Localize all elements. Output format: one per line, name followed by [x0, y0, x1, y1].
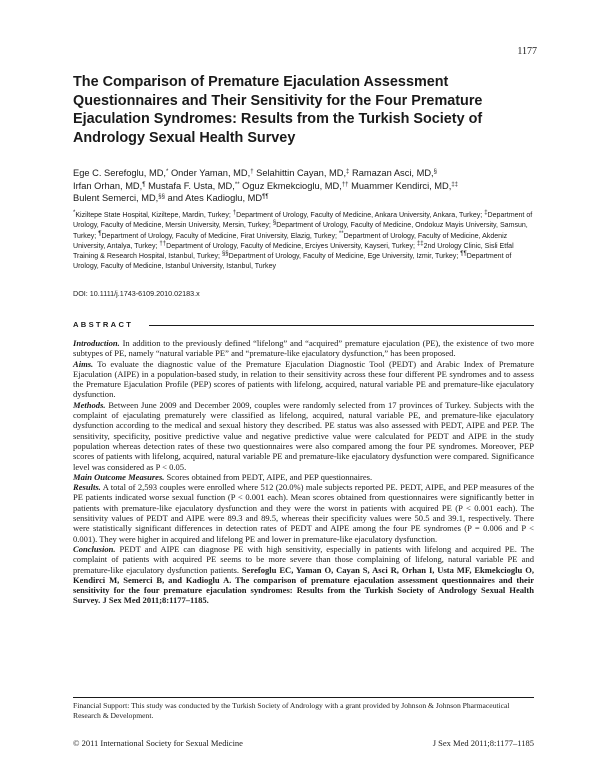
affiliation-mark: §§ [221, 251, 229, 258]
affiliation-text: Department of Urology, Faculty of Medicine, Ege University, Izmir, Turkey; [228, 253, 461, 261]
abstract-heading: ABSTRACT [73, 320, 137, 329]
section-label: Methods. [73, 399, 106, 410]
abstract-introduction [73, 338, 534, 359]
section-text: PEDT and AIPE can diagnose PE with high sensitivity, especially in patients with lifelong and acquired PE. The complaint of patients with acquired PE seems to be more severe than those complaining of lifelong, natural variable PE and premature-like ejaculatory dysfunction patients. [73, 543, 534, 575]
author-mark: § [433, 169, 437, 175]
affiliations [73, 211, 533, 273]
author-name: Mustafa F. Usta, MD, [148, 180, 235, 191]
article-title: The Comparison of Premature Ejaculation Assessment Questionnaires and Their Sensitivity for the Four Premature Ejaculation Syndromes: Results from the Turkish Society of Andrology Sexual Health Survey [73, 74, 483, 146]
section-label: Introduction. [73, 338, 120, 348]
author-mark: ‡ [346, 169, 350, 175]
section-label: Conclusion. [73, 543, 116, 554]
section-text: A total of 2,593 couples were enrolled where 512 (20.0%) male subjects reported PE. PEDT, AIPE, and PEP measures of the PE patients indicated worse sexual function (P < 0.001 each). Mean scores obtained from questionnaires were significantly better in patients with premature-like ejaculatory dysfunction and they were the worst in patients with acquired PE (P < 0.001 each). The sensitivity values of PEDT and AIPE were 89.3 and 89.5, whereas their specificity values were 50.5 and 39.1, respectively. There were statistically significant differences in detection rates of PEDT and AIPE among the four PE syndromes (P = 0.006 and P < 0.001). They were higher in acquired and lifelong PE and lower in premature-like ejaculatory dysfunction. [73, 482, 534, 544]
author-mark: †† [341, 181, 349, 188]
affiliation-text: Department of Urology, Faculty of Medicine, Erciyes University, Kayseri, Turkey; [166, 242, 417, 250]
author-mark: ¶ [142, 181, 146, 188]
author-mark: ¶¶ [262, 194, 269, 201]
affiliation-text: Department of Urology, Faculty of Medicine, Ondokuz Mayis University, Samsun, Turkey; [73, 222, 528, 240]
author-mark: ‡‡ [451, 181, 459, 188]
author-name: Bulent Semerci, MD, [73, 193, 159, 204]
abstract-methods [73, 400, 534, 472]
author-name: Ramazan Asci, MD, [351, 168, 434, 178]
author-name: Onder Yaman, MD, [170, 168, 251, 178]
author-name: Selahittin Cayan, MD, [256, 168, 347, 178]
abstract-outcome-measures [73, 472, 534, 482]
section-text: Between June 2009 and December 2009, couples were randomly selected from 17 provinces of Turkey. Subjects with the complaint of ejaculating prematurely were classified as lifelong, acquired, natural variable PE, and premature-like ejaculatory dysfunction according to the medical and sexual history they described. PE status was also assessed with PEDT, AIPE and PEP. The sensitivity, specificity, positive predictive value and negative predictive value were calculated for PEDT and AIPE in the study population whereas detection rates of these two questionnaires were also compared among the four PE syndromes. Moreover, PEP scores of patients with lifelong, acquired, natural variable PE and premature-like ejaculatory dysfunction were compared. Significance level was considered as P < 0.05. [73, 399, 534, 472]
author-name: Oguz Ekmekcioglu, MD, [242, 180, 342, 191]
abstract-heading-rule [149, 325, 534, 326]
abstract-aims [73, 359, 534, 400]
affiliation-text: Department of Urology, Faculty of Medicine, Mersin University, Mersin, Turkey; [73, 212, 533, 230]
affiliation-mark: * [73, 210, 76, 216]
affiliation-text: 2nd Urology Clinic, Sisli Etfal Training & Research Hospital, Istanbul, Turkey; [73, 242, 514, 261]
page-number: 1177 [517, 46, 537, 57]
abstract-heading-bar [73, 319, 534, 331]
affiliation-mark: † [232, 210, 237, 216]
affiliation-mark: § [272, 220, 277, 227]
author-mark: † [250, 169, 254, 175]
author-name: and Ates Kadioglu, MD [167, 193, 263, 204]
author-mark: * [166, 169, 169, 175]
section-label: Main Outcome Measures. [73, 471, 165, 482]
author-name: Ege C. Serefoglu, MD, [73, 168, 167, 178]
section-text: In addition to the previously defined “lifelong” and “acquired” premature ejaculation (PE), the existence of two more subtypes of PE, namely “natural variable PE” and “premature-like ejaculatory dysfunction,” has been proposed. [73, 338, 534, 359]
funding-note: Financial Support: This study was conducted by the Turkish Society of Andrology with a grant provided by Johnson & Johnson Pharmaceutical Research & Development. [73, 701, 510, 720]
affiliation-mark: ‡‡ [416, 240, 424, 247]
copyright-footer: © 2011 International Society for Sexual Medicine [73, 738, 243, 748]
journal-citation-footer: J Sex Med 2011;8:1177–1185 [432, 738, 534, 748]
affiliation-text: Department of Urology, Faculty of Medicine, Akdeniz University, Antalya, Turkey; [73, 232, 508, 250]
affiliation-mark: ¶ [98, 230, 102, 237]
affiliation-text: Department of Urology, Faculty of Medicine, Istanbul University, Istanbul, Turkey [73, 253, 512, 271]
affiliation-text: Kiziltepe State Hospital, Kiziltepe, Mardin, Turkey; [75, 212, 233, 219]
affiliation-mark: ** [338, 230, 344, 237]
affiliation-mark: ¶¶ [460, 251, 467, 258]
abstract-conclusion [73, 544, 534, 606]
citation: Serefoglu EC, Yaman O, Cayan S, Asci R, Orhan I, Usta MF, Ekmekcioglu O, Kendirci M, Semerci B, and Kadioglu A. The comparison of premature ejaculation assessment questionnaires and their sensitivity for the four premature ejaculation syndromes: Results from the Turkish Society of Andrology Sexual Health Survey. J Sex Med 2011;8:1177–1185. [73, 564, 534, 606]
section-text: Scores obtained from PEDT, AIPE, and PEP questionnaires. [164, 471, 373, 482]
affiliation-text: Department of Urology, Faculty of Medicine, Firat University, Elazig, Turkey; [101, 232, 339, 240]
author-name: Muammer Kendirci, MD, [351, 180, 452, 191]
affiliation-text: Department of Urology, Faculty of Medicine, Ankara University, Ankara, Turkey; [236, 212, 485, 219]
affiliation-mark: †† [159, 240, 167, 247]
abstract-results [73, 482, 534, 544]
abstract-body [73, 338, 534, 606]
section-label: Aims. [73, 358, 94, 369]
section-label: Results. [73, 482, 101, 493]
affiliation-mark: ‡ [484, 210, 488, 216]
doi: DOI: 10.1111/j.1743-6109.2010.02183.x [73, 289, 200, 298]
author-list [73, 167, 533, 205]
author-mark: ** [234, 181, 240, 188]
author-mark: §§ [158, 194, 165, 201]
author-name: Irfan Orhan, MD, [73, 180, 143, 191]
footnote-divider [73, 697, 534, 698]
section-text: To evaluate the diagnostic value of the Premature Ejaculation Diagnostic Tool (PEDT) and Arabic Index of Premature Ejaculation (AIPE) in a population-based study, in relation to their sensitivity across these four different PE syndromes and to assess the Premature Ejaculation Profile (PEP) scores of patients with lifelong, acquired, natural variable PE and premature-like ejaculatory dysfunction. [73, 358, 534, 400]
